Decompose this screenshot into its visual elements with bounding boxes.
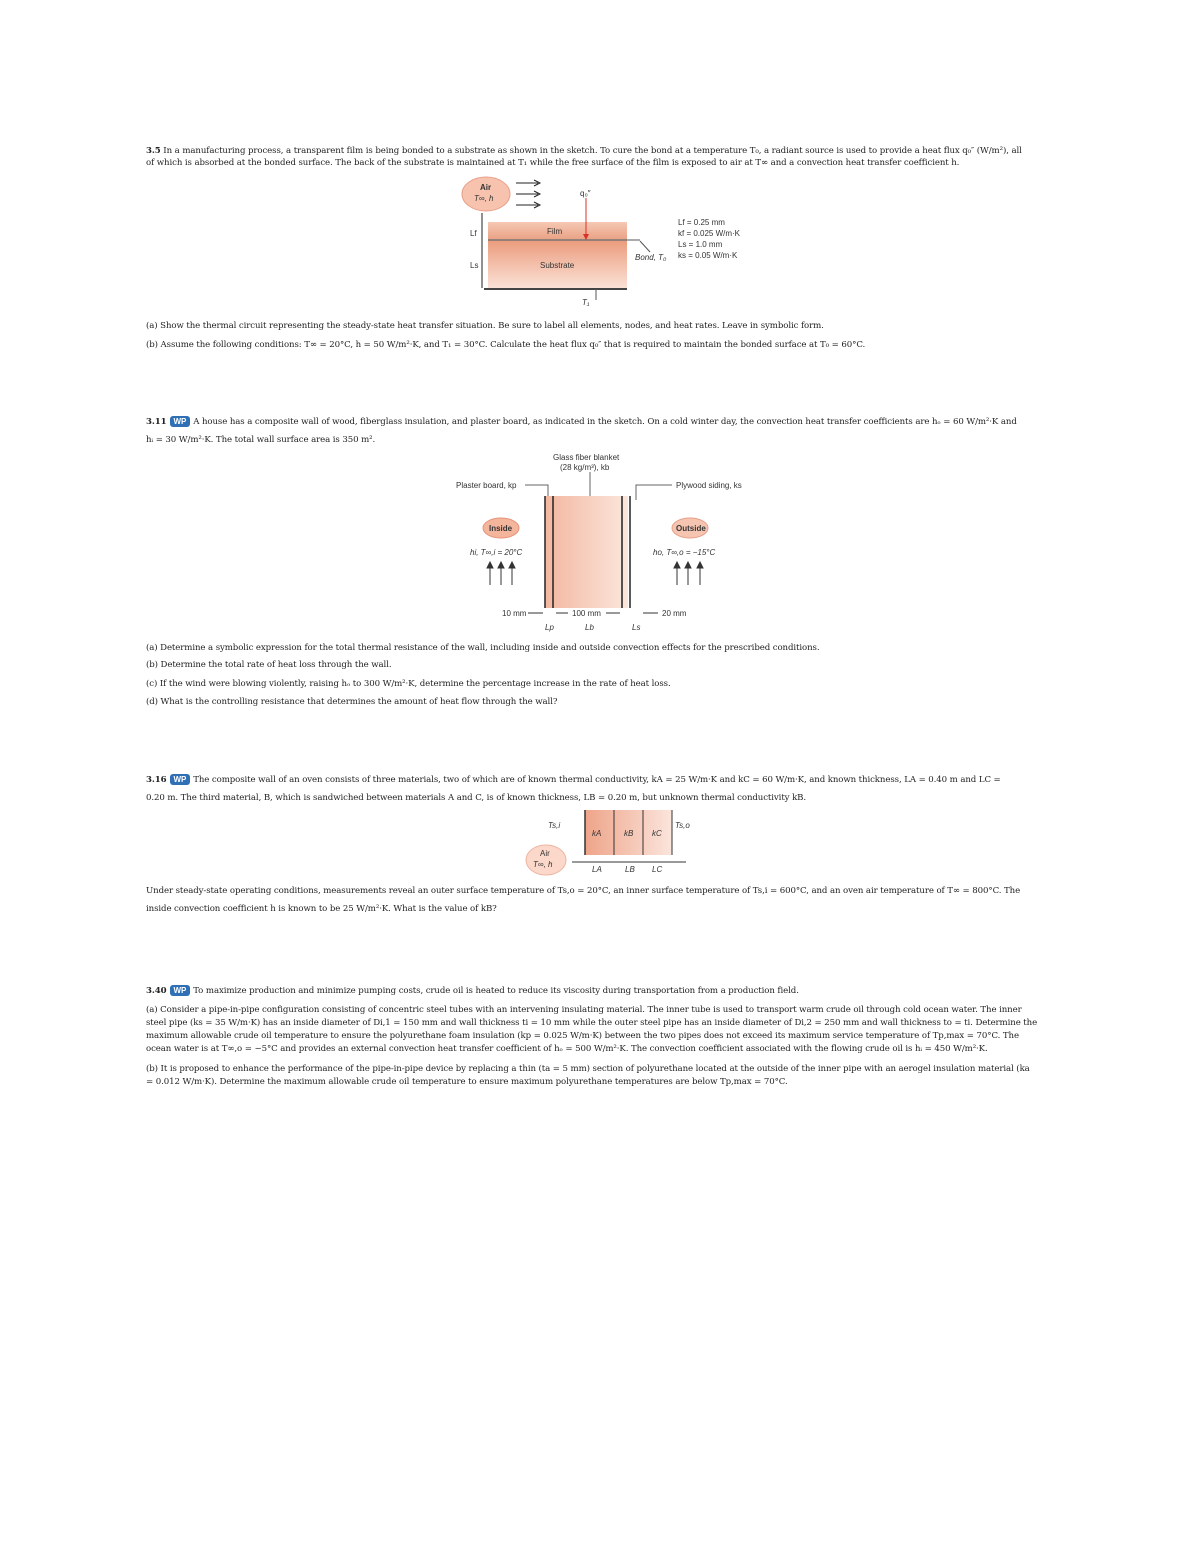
ls-label: Ls [470,261,479,270]
part-b: = 0.012 W/m·K). Determine the maximum allowable crude oil temperature to ensure maximum polyurethane temperatures are below Tp,max = 70°C. [146,1077,788,1087]
heat-flux-label: q₀″ [580,189,591,198]
svg-text:kf = 0.025 W/m·K: kf = 0.025 W/m·K [678,229,741,238]
inside-conditions: hi, T∞,i = 20°C [470,548,523,557]
svg-text:Lf = 0.25 mm: Lf = 0.25 mm [678,218,725,227]
glass-fiber-label: Glass fiber blanket [553,453,620,462]
air-conditions: T∞, h [533,860,553,869]
outside-label: Outside [676,524,706,533]
siding-thickness: 20 mm [662,609,687,618]
kb-label: kB [624,829,634,838]
problem-text: A house has a composite wall of wood, fiberglass insulation, and plaster board, as indicated in the sketch. On a cold winter day, the convection heat transfer coefficients are hₒ = 60 W/m²·K and [193,417,1017,427]
wp-badge[interactable]: WP [170,774,191,785]
problem-text: In a manufacturing process, a transparent film is being bonded to a substrate as shown in the sketch. To cure the bond at a temperature T₀, a radiant source is used to provide a heat flux q₀″ (W/m²), all [163,146,1022,156]
bond-label: Bond, T₀ [635,253,667,262]
plywood-label: Plywood siding, ks [676,481,742,490]
lb-label: LB [625,865,635,874]
part-a: ocean water is at T∞,o = −5°C and provides an external convection heat transfer coefficient of hₒ = 500 W/m²·K. The convection coefficient associated with the flowing crude oil is hᵢ = 450 W/m²·K. [146,1044,988,1054]
problem-number: 3.11 [146,417,167,427]
part-a: (a) Determine a symbolic expression for the total thermal resistance of the wall, including inside and outside convection effects for the prescribed conditions. [146,643,820,653]
air-conditions: T∞, h [474,194,494,203]
part-c: (c) If the wind were blowing violently, raising hₒ to 300 W/m²·K, determine the percentage increase in the rate of heat loss. [146,679,671,689]
problem-text: Under steady-state operating conditions, measurements reveal an outer surface temperature of Ts,o = 20°C, an inner surface temperature of Ts,i = 600°C, and an oven air temperature of T∞ = 800°C. The [146,886,1021,896]
problem-text: inside convection coefficient h is known to be 25 W/m²·K. What is the value of kB? [146,904,497,914]
la-label: LA [592,865,602,874]
tsi-label: Ts,i [548,821,561,830]
part-b: (b) Determine the total rate of heat loss through the wall. [146,660,392,670]
problem-number: 3.16 [146,775,167,785]
air-label: Air [480,183,492,192]
t1-label: T₁ [582,298,590,307]
outside-conditions: ho, T∞,o = −15°C [653,548,716,557]
plaster-thickness: 10 mm [502,609,527,618]
substrate-label: Substrate [540,261,575,270]
plaster-label: Plaster board, kp [456,481,517,490]
lp-label: Lp [545,623,554,632]
problem-number: 3.5 [146,146,161,156]
wp-badge[interactable]: WP [170,985,191,996]
film-label: Film [547,227,563,236]
problem-text: To maximize production and minimize pumping costs, crude oil is heated to reduce its viscosity during transportation from a production field. [193,986,799,996]
ka-label: kA [592,829,602,838]
kc-label: kC [652,829,662,838]
lf-label: Lf [470,229,477,238]
problem-text: The composite wall of an oven consists of three materials, two of which are of known thermal conductivity, kA = 25 W/m·K and kC = 60 W/m·K, and known thickness, LA = 0.40 m and LC = [193,775,1001,785]
blanket-thickness: 100 mm [572,609,601,618]
part-a: (a) Consider a pipe-in-pipe configuration consisting of concentric steel tubes with an intervening insulating material. The inner tube is used to transport warm crude oil through cold ocean water. The inner [146,1005,1022,1015]
part-a: maximum allowable crude oil temperature to ensure the polyurethane foam insulation (kp = 0.025 W/m·K) between the two pipes does not exceed its maximum service temperature of Tp,max = 70°C. The [146,1031,1019,1041]
svg-text:ks = 0.05 W/m·K: ks = 0.05 W/m·K [678,251,738,260]
problem-text: 0.20 m. The third material, B, which is sandwiched between materials A and C, is of known thickness, LB = 0.20 m, but unknown thermal conductivity kB. [146,793,807,803]
inside-label: Inside [489,524,513,533]
part-a: steel pipe (ks = 35 W/m·K) has an inside diameter of Di,1 = 150 mm and wall thickness ti = 10 mm while the outer steel pipe has an inside diameter of Di,2 = 250 mm and wall thickness to = ti. Determine the [146,1018,1038,1028]
part-b: (b) Assume the following conditions: T∞ = 20°C, h = 50 W/m²·K, and T₁ = 30°C. Calculate the heat flux q₀″ that is required to maintain the bonded surface at T₀ = 60°C. [146,340,866,350]
tso-label: Ts,o [675,821,690,830]
wp-badge[interactable]: WP [170,416,191,427]
lc-label: LC [652,865,663,874]
air-label: Air [540,849,550,858]
problem-text: hᵢ = 30 W/m²·K. The total wall surface area is 350 m². [146,435,376,445]
svg-text:Ls = 1.0 mm: Ls = 1.0 mm [678,240,723,249]
lb-label: Lb [585,623,594,632]
problem-number: 3.40 [146,986,167,996]
part-b: (b) It is proposed to enhance the performance of the pipe-in-pipe device by replacing a thin (ta = 5 mm) section of polyurethane located at the outside of the inner pipe with an aerogel insulation material (ka [146,1064,1030,1074]
glass-fiber-density: (28 kg/m³), kb [560,463,610,472]
part-d: (d) What is the controlling resistance that determines the amount of heat flow through the wall? [146,697,558,707]
problem-text: of which is absorbed at the bonded surface. The back of the substrate is maintained at T₁ while the free surface of the film is exposed to air at T∞ and a convection heat transfer coefficient h. [146,158,960,168]
ls-label: Ls [632,623,641,632]
part-a: (a) Show the thermal circuit representing the steady-state heat transfer situation. Be sure to label all elements, nodes, and heat rates. Leave in symbolic form. [146,321,824,331]
